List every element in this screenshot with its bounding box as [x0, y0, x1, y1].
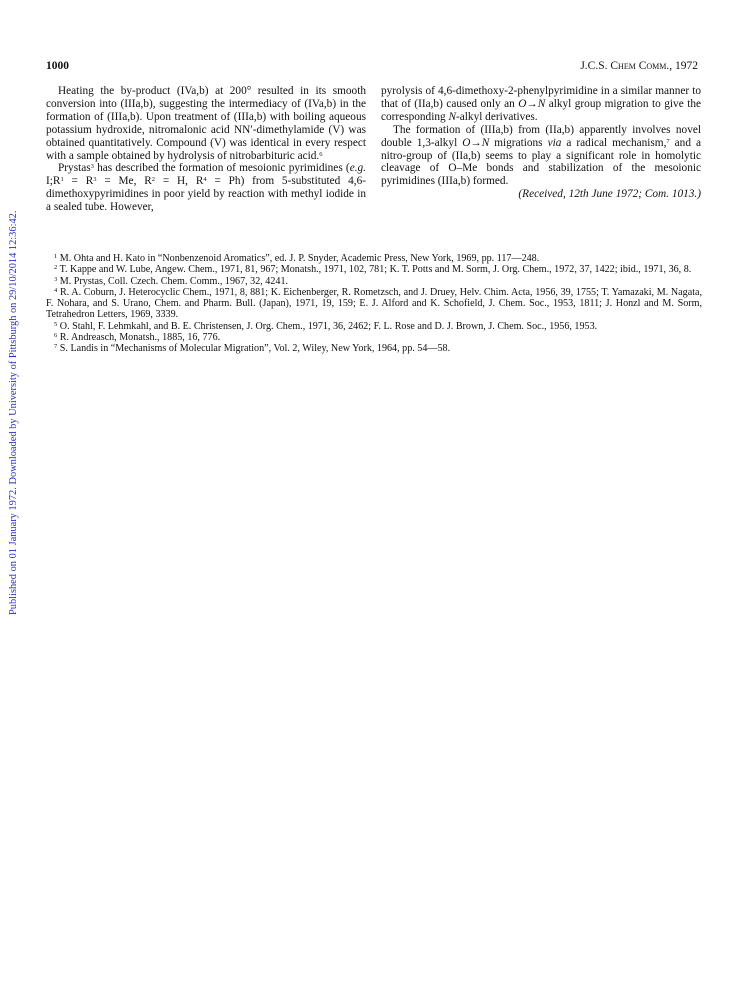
- reference-text: M. Ohta and H. Kato in “Nonbenzenoid Aromatics”, ed. J. P. Snyder, Academic Press, New York, 1969, pp. 117—248.: [59, 253, 540, 264]
- text-run: = Ph) from 5-substituted 4,6-dimethoxypyrimidines in poor yield by reaction with methyl iodide in a sealed tube. However,: [46, 175, 367, 214]
- reference-text: R. A. Coburn, J. Heterocyclic Chem., 1971, 8, 881; K. Eichenberger, R. Rometzsch, and J. Druey, Helv. Chim. Acta, 1956, 39, 1755; T. Yamazaki, M. Nagata, F. Nohara, and S. Urano, Chem. and Pharm. Bull. (Japan), 1971, 19, 159; E. J. Alford and K. Schofield, J. Chem. Soc., 1953, 1811; J. Honzl and M. Sorm, Tetrahedron Letters, 1969, 3339.: [46, 286, 702, 321]
- paragraph: [381, 124, 701, 189]
- reference-number: 3: [54, 275, 58, 283]
- journal-header: [580, 60, 698, 72]
- paragraph: [381, 85, 701, 124]
- italic-text: O→N: [518, 97, 546, 110]
- right-column: [381, 85, 701, 201]
- text-run: pyrolysis of 4,6-dimethoxy-2-phenylpyrimidine in a similar manner to that of (IIa,b) caused only an: [381, 85, 701, 110]
- text-run: a radical mechanism,: [561, 136, 667, 149]
- superscript: 3: [93, 176, 97, 184]
- text-run: Prystas: [58, 162, 91, 175]
- reference-item: [46, 343, 702, 354]
- text-run: -alkyl derivatives.: [456, 110, 538, 123]
- journal-prefix: J.C.S.: [580, 60, 611, 72]
- download-watermark: Published on 01 January 1972. Downloaded by University of Pittsburgh on 29/10/2014 12:36:42.: [8, 210, 19, 615]
- italic-text: e.g.: [349, 162, 366, 175]
- reference-number: 1: [54, 253, 58, 260]
- reference-text: S. Landis in “Mechanisms of Molecular Migration”, Vol. 2, Wiley, New York, 1964, pp. 54—58.: [59, 343, 451, 355]
- reference-number: 7: [54, 343, 58, 351]
- text-run: and a nitro-group of (IIa,b) seems to play a significant role in homolytic cleavage of O–Me bonds and stabilization of the mesoionic pyrimidines (IIIa,b) formed.: [381, 136, 701, 188]
- reference-text: O. Stahl, F. Lehmkahl, and B. E. Christensen, J. Org. Chem., 1971, 36, 2462; F. L. Rose and D. J. Brown, J. Chem. Soc., 1956, 1953.: [59, 320, 598, 332]
- text-run: = H, R: [155, 175, 204, 188]
- paragraph-text: Heating the by-product (IVa,b) at 200° resulted in its smooth conversion into (IIIa,b), suggesting the intermediacy of (IVa,b) in the formation of (IIIa,b). Upon treatment of (IIIa,b) with boiling aqueous potassium hydroxide, nitromalonic acid NN′-dimethylamide (V) was obtained quantitatively. Compound (V) was identical in every respect with a sample obtained by hydrolysis of nitrobarbituric acid.: [46, 85, 366, 162]
- text-run: The formation of (IIIa,b) from (IIa,b) apparently involves novel double 1,3-alkyl: [381, 123, 701, 149]
- text-run: has described the formation of mesoionic pyrimidines (: [93, 162, 350, 175]
- italic-text: N: [448, 110, 456, 123]
- reference-item: [46, 332, 702, 343]
- superscript: 1: [60, 176, 64, 184]
- text-run: = Me, R: [96, 175, 152, 188]
- reference-text: M. Prystas, Coll. Czech. Chem. Comm., 1967, 32, 4241.: [59, 275, 289, 287]
- reference-text: T. Kappe and W. Lube, Angew. Chem., 1971, 81, 967; Monatsh., 1971, 102, 781; K. T. Potts and M. Sorm, J. Org. Chem., 1972, 37, 1422; ibid., 1971, 36, 8.: [59, 264, 692, 276]
- paragraph: [46, 85, 366, 162]
- superscript: 4: [203, 176, 207, 184]
- journal-year: , 1972: [669, 60, 698, 72]
- italic-text: via: [547, 136, 562, 149]
- reference-text: R. Andreasch, Monatsh., 1885, 16, 776.: [59, 332, 221, 344]
- reference-number: 5: [54, 320, 58, 328]
- paragraph: [46, 162, 366, 214]
- reference-item: [46, 287, 702, 321]
- left-column: [46, 85, 366, 214]
- text-run: = R: [63, 175, 94, 188]
- received-date: [381, 188, 701, 201]
- page-number: 1000: [46, 60, 69, 72]
- reference-item: [46, 264, 702, 275]
- reference-number: 6: [54, 332, 58, 340]
- italic-text: O→N: [462, 136, 490, 149]
- references-list: [46, 253, 702, 355]
- received-text: (Received, 12th June 1972; Com. 1013.): [518, 188, 701, 201]
- reference-item: [46, 321, 702, 332]
- reference-number: 2: [54, 264, 58, 272]
- reference-item: [46, 253, 702, 264]
- text-run: alkyl group migration to give the corresponding: [381, 97, 701, 123]
- text-run: I;R: [46, 175, 61, 188]
- citation-mark: 7: [666, 137, 670, 145]
- text-run: migrations: [489, 136, 548, 149]
- journal-name: Chem Comm.: [610, 60, 670, 72]
- superscript: 2: [151, 176, 156, 184]
- reference-number: 4: [54, 286, 58, 294]
- citation-mark: 3: [90, 163, 94, 171]
- citation-mark: 6: [319, 150, 323, 158]
- reference-item: [46, 276, 702, 287]
